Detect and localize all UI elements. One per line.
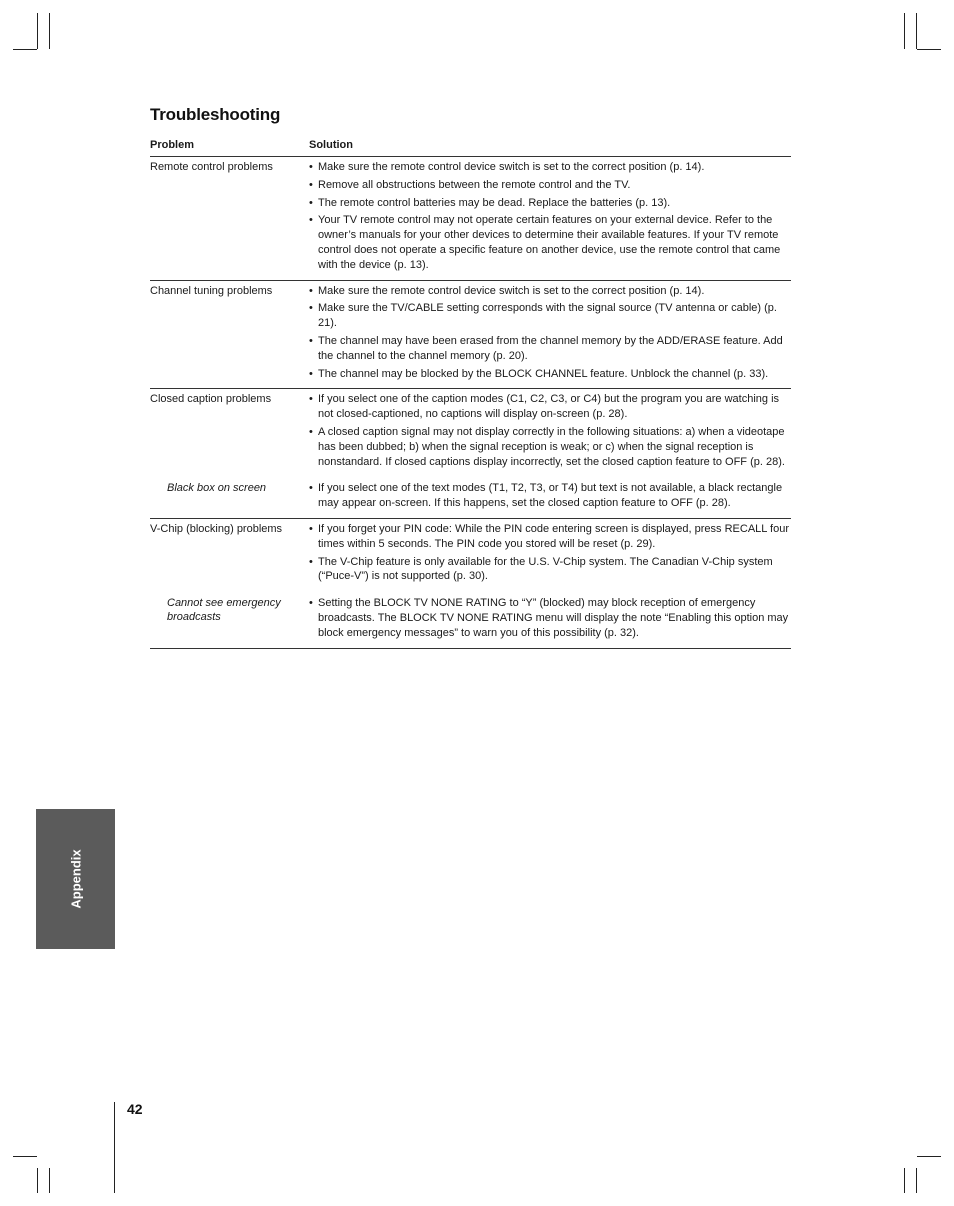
solution-bullet: [309, 392, 791, 422]
page-title: Troubleshooting: [150, 105, 281, 124]
crop-mark: [37, 1168, 38, 1193]
table-body: [150, 157, 791, 649]
page-number: 42: [127, 1101, 143, 1117]
sub-problem-cell: [150, 596, 309, 643]
solution-bullet: [309, 425, 791, 469]
section-tab: [36, 809, 115, 949]
crop-mark: [13, 1156, 37, 1157]
row-content: [150, 392, 791, 514]
sub-problem-label: Cannot see emergency broadcasts: [167, 597, 281, 624]
solution-text: The channel may be blocked by the BLOCK CHANNEL feature. Unblock the channel (p. 33).: [318, 367, 769, 380]
solution-bullet: [309, 178, 791, 193]
troubleshooting-table: [150, 139, 791, 649]
bullet-glyph: •: [309, 555, 313, 568]
problem-label: Remote control problems: [150, 161, 273, 173]
bullet-glyph: •: [309, 302, 313, 315]
row-main: [150, 284, 791, 385]
solution-text: Your TV remote control may not operate certain features on your external device. Refer to the owner’s manuals for your other devices to determine their available features. If your TV remote control does not operate a specific feature on another device, use the remote control that came with the device (p. 13).: [318, 214, 781, 271]
solution-bullet: [309, 301, 791, 331]
bullet-glyph: •: [309, 425, 313, 438]
solution-text: The channel may have been erased from the channel memory by the ADD/ERASE feature. Add the channel to the channel memory (p. 20).: [318, 334, 783, 362]
bullet-glyph: •: [309, 214, 313, 227]
problem-cell: [150, 284, 309, 385]
solution-text: If you forget your PIN code: While the PIN code entering screen is displayed, press RECALL four times within 5 seconds. The PIN code you stored will be reset (p. 29).: [318, 522, 789, 550]
solution-bullet: [309, 284, 791, 299]
solution-bullet: [309, 481, 791, 511]
solution-text: Make sure the TV/CABLE setting corresponds with the signal source (TV antenna or cable) (p. 21).: [318, 302, 777, 330]
solution-bullet: [309, 196, 791, 211]
solution-text: The remote control batteries may be dead. Replace the batteries (p. 13).: [318, 196, 671, 209]
problem-label: V-Chip (blocking) problems: [150, 522, 283, 535]
solution-text: Make sure the remote control device switch is set to the correct position (p. 14).: [318, 284, 705, 297]
problem-cell: [150, 160, 309, 276]
crop-mark: [916, 1168, 917, 1193]
problem-label: Closed caption problems: [150, 393, 272, 406]
solution-text: If you select one of the caption modes (C1, C2, C3, or C4) but the program you are watching is not closed-captioned, no captions will display on-screen (p. 28).: [318, 393, 780, 421]
sub-problem-label: Black box on screen: [167, 482, 267, 495]
crop-mark: [917, 49, 941, 50]
solution-cell: [309, 392, 791, 472]
solution-cell: [309, 522, 791, 587]
crop-mark: [904, 1168, 905, 1193]
bullet-glyph: •: [309, 597, 313, 610]
bullet-glyph: •: [309, 161, 313, 173]
solution-bullet: [309, 522, 791, 552]
solution-bullet: [309, 596, 791, 640]
crop-mark: [917, 1156, 941, 1157]
problem-cell: [150, 522, 309, 587]
sub-solution-cell: [309, 481, 791, 514]
bullet-glyph: •: [309, 178, 313, 191]
bullet-glyph: •: [309, 334, 313, 347]
crop-mark: [13, 49, 37, 50]
solution-text: Make sure the remote control device switch is set to the correct position (p. 14).: [318, 161, 705, 173]
crop-mark: [904, 13, 905, 49]
sub-problem-cell: [150, 481, 309, 514]
solution-bullet: [309, 334, 791, 364]
solution-text: Remove all obstructions between the remote control and the TV.: [318, 178, 631, 191]
sub-row: [150, 481, 791, 514]
solution-bullet: [309, 367, 791, 382]
table-row: [150, 157, 791, 281]
problem-cell: [150, 392, 309, 472]
solution-text: Setting the BLOCK TV NONE RATING to “Y” (blocked) may block reception of emergency broadcasts. The BLOCK TV NONE RATING menu will display the note “Enabling this option may block emergency messages” to warn you of this possibility (p. 32).: [318, 597, 789, 639]
solution-text: If you select one of the text modes (T1, T2, T3, or T4) but text is not available, a black rectangle may appear on-screen. If this happens, set the closed caption feature to OFF (p. 28).: [318, 482, 783, 510]
solution-cell: [309, 284, 791, 385]
header-solution: Solution: [309, 139, 353, 151]
table-header-row: [150, 139, 791, 157]
crop-mark: [49, 13, 50, 49]
bullet-glyph: •: [309, 482, 313, 495]
bullet-glyph: •: [309, 196, 313, 209]
header-problem: Problem: [150, 139, 195, 151]
solution-bullet: [309, 555, 791, 585]
bullet-glyph: •: [309, 522, 313, 535]
row-content: [150, 160, 791, 276]
section-tab-label: Appendix: [68, 849, 83, 909]
row-content: [150, 284, 791, 385]
solution-bullet: [309, 160, 791, 175]
row-main: [150, 160, 791, 276]
row-main: [150, 522, 791, 587]
row-main: [150, 392, 791, 472]
bullet-glyph: •: [309, 367, 313, 380]
solution-text: The V-Chip feature is only available for the U.S. V-Chip system. The Canadian V-Chip system (“Puce-V”) is not supported (p. 30).: [318, 555, 773, 583]
table-row: [150, 389, 791, 519]
bullet-glyph: •: [309, 284, 313, 297]
table-row: [150, 281, 791, 390]
crop-mark: [49, 1168, 50, 1193]
problem-label: Channel tuning problems: [150, 284, 273, 297]
solution-text: A closed caption signal may not display correctly in the following situations: a) when a videotape has been dubbed; b) when the signal reception is weak; or c) when the signal reception is nonstandard. If closed captions display incorrectly, set the closed caption feature to OFF (p. 28).: [318, 425, 785, 468]
row-content: [150, 522, 791, 644]
table-row: [150, 519, 791, 649]
solution-bullet: [309, 213, 791, 272]
crop-mark: [37, 13, 38, 49]
sub-solution-cell: [309, 596, 791, 643]
bullet-glyph: •: [309, 393, 313, 406]
crop-mark: [916, 13, 917, 49]
solution-cell: [309, 160, 791, 276]
sub-row: [150, 596, 791, 643]
page-rule: [114, 1102, 115, 1193]
